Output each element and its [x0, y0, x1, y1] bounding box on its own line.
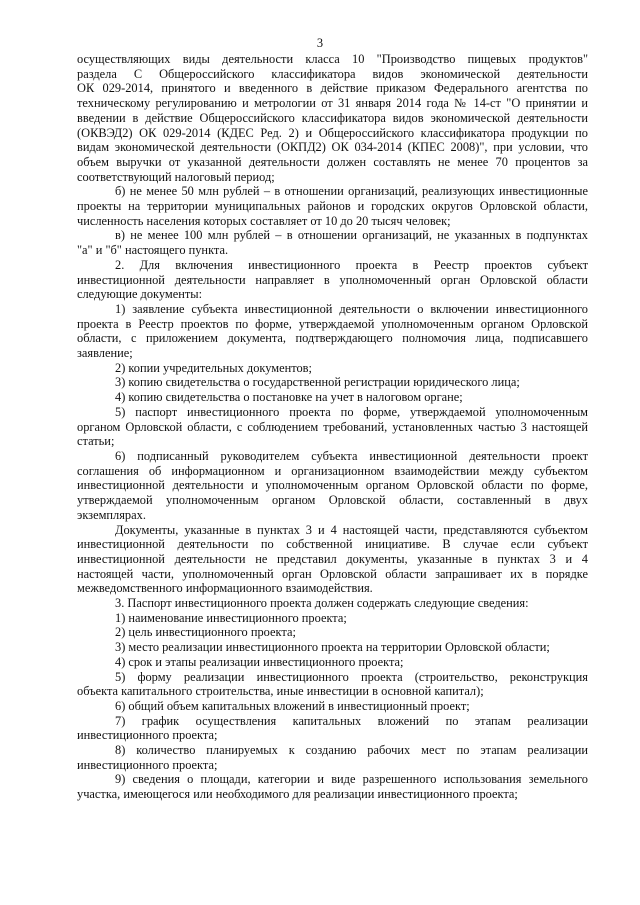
paragraph-line: 8) количество планируемых к созданию рабочих мест по этапам реализации [115, 743, 588, 758]
paragraph-line: экземплярах. [77, 507, 146, 522]
paragraph-line: статьи; [77, 434, 115, 449]
paragraph-line: 2. Для включения инвестиционного проекта в Реестр проектов субъект [115, 257, 588, 272]
paragraph-line: инвестиционной деятельности и уполномоченным органом Орловской области по форме, [77, 478, 588, 493]
paragraph-line: б) не менее 50 млн рублей – в отношении организаций, реализующих инвестиционные [115, 184, 588, 199]
paragraph-line: 1) заявление субъекта инвестиционной деятельности о включении инвестиционного [115, 301, 588, 316]
document-body [77, 52, 588, 802]
paragraph-line: в) не менее 100 млн рублей – в отношении организаций, не указанных в подпунктах [115, 228, 588, 243]
paragraph-line: 3. Паспорт инвестиционного проекта должен содержать следующие сведения: [115, 596, 529, 611]
paragraph-line: следующие документы: [77, 287, 203, 302]
paragraph-line: техническому регулированию и метрологии от 31 января 2014 года № 14-ст "О принятии и [77, 96, 588, 111]
paragraph-line: видам экономической деятельности (ОКПД2) ОК 034-2014 (КПЕС 2008)", при условии, что [77, 140, 588, 155]
paragraph-line: численность населения которых составляет от 10 до 20 тысяч человек; [77, 213, 451, 228]
paragraph-line: инвестиционной деятельности не представил документы, указанные в пунктах 3 и 4 [77, 551, 588, 566]
paragraph-line: 6) общий объем капитальных вложений в инвестиционный проект; [115, 698, 470, 713]
paragraph-line: 4) срок и этапы реализации инвестиционного проекта; [115, 654, 404, 669]
paragraph-line: участка, имеющегося или необходимого для реализации инвестиционного проекта; [77, 787, 518, 802]
paragraph-line: 9) сведения о площади, категории и виде разрешенного использования земельного [115, 772, 588, 787]
paragraph-line: инвестиционной деятельности направляет в уполномоченный орган Орловской области [77, 272, 588, 287]
paragraph-line: проекты на территории муниципальных районов и городских округов Орловской области, [77, 199, 588, 214]
paragraph-line: инвестиционной деятельности по собственной инициативе. В случае если субъект [77, 537, 588, 552]
paragraph-line: 1) наименование инвестиционного проекта; [115, 610, 347, 625]
paragraph-line: инвестиционного проекта; [77, 728, 218, 743]
paragraph-line: Документы, указанные в пунктах 3 и 4 настоящей части, представляются субъектом [115, 522, 588, 537]
page-number: 3 [316, 36, 324, 50]
paragraph-line: введении в действие Общероссийского классификатора видов экономической деятельности [77, 110, 588, 125]
paragraph-line: 7) график осуществления капитальных вложений по этапам реализации [115, 713, 588, 728]
paragraph-line: "а" и "б" настоящего пункта. [77, 243, 229, 258]
paragraph-line: области, с приложением документа, подтверждающего полномочия лица, подписавшего [77, 331, 588, 346]
paragraph-line: раздела С Общероссийского классификатора видов экономической деятельности [77, 66, 588, 81]
paragraph-line: 5) форму реализации инвестиционного проекта (строительство, реконструкция [115, 669, 588, 684]
paragraph-line: соответствующий налоговый период; [77, 169, 275, 184]
paragraph-line: объекта капитального строительства, иные инвестиции в основной капитал); [77, 684, 484, 699]
paragraph-line: проекта в Реестр проектов по форме, утверждаемой уполномоченным органом Орловской [77, 316, 588, 331]
paragraph-line: соглашения об информационном и организационном взаимодействии между субъектом [77, 463, 588, 478]
paragraph-line: 3) копию свидетельства о государственной регистрации юридического лица; [115, 375, 520, 390]
paragraph-line: инвестиционного проекта; [77, 757, 218, 772]
paragraph-line: 3) место реализации инвестиционного проекта на территории Орловской области; [115, 640, 550, 655]
paragraph-line: заявление; [77, 346, 133, 361]
paragraph-line: осуществляющих виды деятельности класса 10 "Производство пищевых продуктов" [77, 52, 588, 66]
paragraph-line: межведомственного информационного взаимодействия. [77, 581, 373, 596]
paragraph-line: настоящей части, уполномоченный орган Орловской области запрашивает их в порядке [77, 566, 588, 581]
paragraph-line: 4) копию свидетельства о постановке на учет в налоговом органе; [115, 390, 463, 405]
paragraph-line: ОК 029-2014, принятого и введенного в действие приказом Федерального агентства по [77, 81, 588, 96]
paragraph-line: 2) цель инвестиционного проекта; [115, 625, 296, 640]
paragraph-line: (ОКВЭД2) ОК 029-2014 (КДЕС Ред. 2) и Общероссийского классификатора продукции по [77, 125, 588, 140]
paragraph-line: 2) копии учредительных документов; [115, 360, 312, 375]
paragraph-line: органом Орловской области, с соблюдением требований, установленных частью 3 настоящей [77, 419, 588, 434]
paragraph-line: 5) паспорт инвестиционного проекта по форме, утверждаемой уполномоченным [115, 404, 588, 419]
paragraph-line: объем выручки от указанной деятельности должен составлять не менее 70 процентов за [77, 154, 588, 169]
paragraph-line: утверждаемой уполномоченным органом Орловской области, составленный в двух [77, 493, 588, 508]
paragraph-line: 6) подписанный руководителем субъекта инвестиционной деятельности проект [115, 448, 588, 463]
